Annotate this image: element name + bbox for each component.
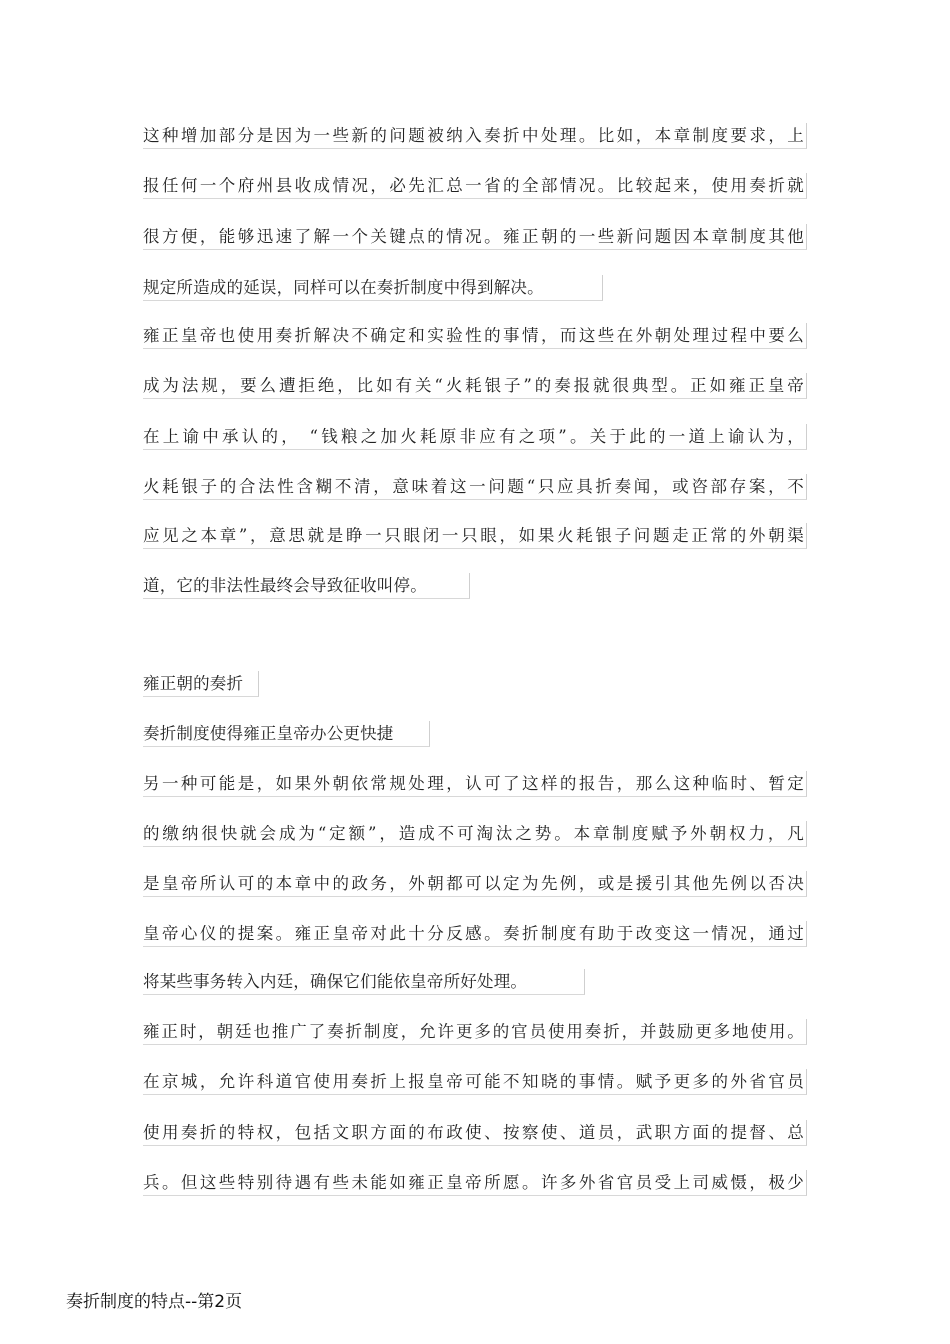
text-line: 将某些事务转入内廷，确保它们能依皇帝所好处理。: [143, 969, 585, 995]
section-heading: 雍正朝的奏折: [143, 671, 259, 697]
text-line: 另一种可能是，如果外朝依常规处理，认可了这样的报告，那么这种临时、暂定: [143, 771, 807, 797]
text-line: 规定所造成的延误，同样可以在奏折制度中得到解决。: [143, 275, 603, 301]
text-line: 雍正皇帝也使用奏折解决不确定和实验性的事情，而这些在外朝处理过程中要么: [143, 323, 807, 349]
text-line: 在上谕中承认的， “钱粮之加火耗原非应有之项”。关于此的一道上谕认为，: [143, 424, 807, 450]
text-line: 兵。但这些特别待遇有些未能如雍正皇帝所愿。许多外省官员受上司威慑，极少: [143, 1170, 807, 1196]
text-line: 道，它的非法性最终会导致征收叫停。: [143, 573, 470, 599]
text-line: 应见之本章”，意思就是睁一只眼闭一只眼，如果火耗银子问题走正常的外朝渠: [143, 523, 807, 549]
page-footer: 奏折制度的特点--第2页: [66, 1292, 243, 1312]
text-line: 的缴纳很快就会成为“定额”，造成不可淘汰之势。本章制度赋予外朝权力，凡: [143, 821, 807, 847]
text-line: 成为法规，要么遭拒绝，比如有关“火耗银子”的奏报就很典型。正如雍正皇帝: [143, 373, 807, 399]
text-line: 这种增加部分是因为一些新的问题被纳入奏折中处理。比如，本章制度要求，上: [143, 123, 807, 149]
text-line: 报任何一个府州县收成情况，必先汇总一省的全部情况。比较起来，使用奏折就: [143, 173, 807, 199]
text-line: 火耗银子的合法性含糊不清，意味着这一问题“只应具折奏闻，或咨部存案，不: [143, 474, 807, 500]
text-line: 在京城，允许科道官使用奏折上报皇帝可能不知晓的事情。赋予更多的外省官员: [143, 1069, 807, 1095]
text-line: 很方便，能够迅速了解一个关键点的情况。雍正朝的一些新问题因本章制度其他: [143, 224, 807, 250]
text-line: 使用奏折的特权，包括文职方面的布政使、按察使、道员，武职方面的提督、总: [143, 1120, 807, 1146]
section-subheading: 奏折制度使得雍正皇帝办公更快捷: [143, 721, 430, 747]
text-line: 雍正时，朝廷也推广了奏折制度，允许更多的官员使用奏折，并鼓励更多地使用。: [143, 1019, 807, 1045]
text-line: 是皇帝所认可的本章中的政务，外朝都可以定为先例，或是援引其他先例以否决: [143, 871, 807, 897]
text-line: 皇帝心仪的提案。雍正皇帝对此十分反感。奏折制度有助于改变这一情况，通过: [143, 921, 807, 947]
